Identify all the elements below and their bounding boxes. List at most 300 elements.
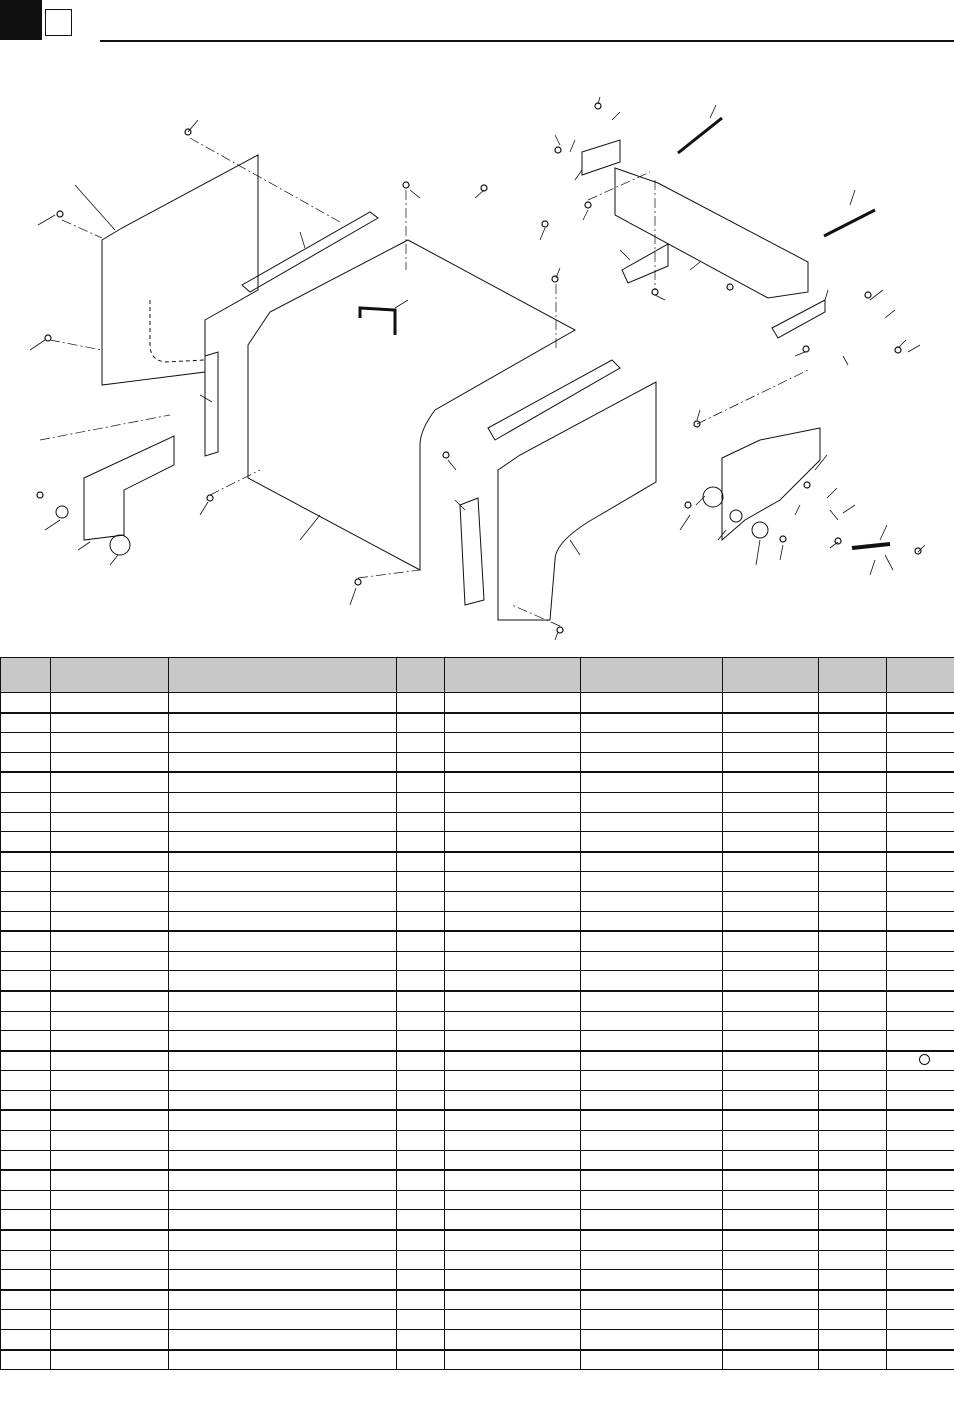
table-cell [887, 772, 954, 792]
table-cell [723, 1250, 819, 1270]
table-cell [397, 1290, 445, 1310]
table-cell [887, 1011, 954, 1031]
table-cell [723, 1210, 819, 1230]
table-cell [819, 951, 887, 971]
table-row [1, 872, 954, 892]
table-cell [723, 1051, 819, 1071]
table-cell [887, 1131, 954, 1151]
table-cell [445, 1250, 581, 1270]
table-cell [445, 733, 581, 753]
table-cell [445, 812, 581, 832]
column-header [169, 658, 397, 693]
table-cell [819, 1011, 887, 1031]
table-cell [819, 971, 887, 991]
table-cell [581, 1190, 723, 1210]
table-cell [397, 1210, 445, 1230]
table-cell [723, 1230, 819, 1250]
table-cell [1, 752, 51, 772]
table-cell [819, 772, 887, 792]
circle-mark-icon [919, 1054, 930, 1065]
table-cell [169, 1051, 397, 1071]
table-cell [445, 971, 581, 991]
table-cell [445, 693, 581, 713]
table-cell [397, 792, 445, 812]
table-cell [723, 713, 819, 733]
table-cell [445, 1210, 581, 1230]
right-pin [852, 544, 890, 548]
table-cell [887, 812, 954, 832]
table-cell [581, 713, 723, 733]
top-right-rod-2 [824, 210, 875, 236]
table-row [1, 1051, 954, 1071]
table-cell [887, 872, 954, 892]
table-cell [1, 792, 51, 812]
table-cell [169, 752, 397, 772]
table-cell [51, 733, 169, 753]
table-cell [397, 931, 445, 951]
table-cell [169, 951, 397, 971]
table-cell [887, 1150, 954, 1170]
right-angle-rail [488, 360, 620, 440]
table-cell [397, 713, 445, 733]
table-cell [1, 1110, 51, 1130]
table-cell [819, 1290, 887, 1310]
table-cell [397, 1031, 445, 1051]
table-cell [819, 911, 887, 931]
table-cell [1, 931, 51, 951]
table-cell [1, 1350, 51, 1370]
table-cell [169, 1290, 397, 1310]
table-cell [169, 1230, 397, 1250]
table-cell [169, 1350, 397, 1370]
table-cell [397, 1170, 445, 1190]
table-cell [723, 1071, 819, 1091]
table-cell [51, 1071, 169, 1091]
table-cell [397, 1330, 445, 1350]
table-cell [581, 951, 723, 971]
table-cell [887, 752, 954, 772]
table-cell [51, 971, 169, 991]
table-cell [819, 752, 887, 772]
table-cell [1, 1270, 51, 1290]
table-cell [169, 1190, 397, 1210]
table-cell [723, 931, 819, 951]
screws [37, 103, 921, 633]
table-row [1, 1071, 954, 1091]
table-cell [169, 772, 397, 792]
table-cell [581, 1051, 723, 1071]
table-cell [445, 911, 581, 931]
table-cell [819, 1210, 887, 1230]
top-center-rail [242, 212, 378, 292]
table-cell [51, 1250, 169, 1270]
table-row [1, 931, 954, 951]
front-vertical-strip [460, 498, 484, 605]
table-cell [581, 1350, 723, 1370]
table-cell [819, 1051, 887, 1071]
table-cell [819, 812, 887, 832]
table-cell [887, 1031, 954, 1051]
table-cell [581, 1270, 723, 1290]
table-cell [887, 1350, 954, 1370]
table-cell [819, 792, 887, 812]
table-cell [819, 693, 887, 713]
table-cell [723, 693, 819, 713]
table-cell [51, 1011, 169, 1031]
table-cell [169, 713, 397, 733]
table-cell [397, 1110, 445, 1130]
table-cell [581, 971, 723, 991]
table-cell [445, 1190, 581, 1210]
table-cell [51, 812, 169, 832]
table-cell [397, 693, 445, 713]
table-cell [819, 931, 887, 951]
table-cell [445, 1051, 581, 1071]
table-cell [819, 733, 887, 753]
table-cell [397, 1270, 445, 1290]
table-cell [169, 832, 397, 852]
table-cell [887, 911, 954, 931]
table-cell [819, 1310, 887, 1330]
table-cell [397, 832, 445, 852]
table-cell [723, 911, 819, 931]
table-cell [723, 752, 819, 772]
parts-table [0, 657, 954, 1370]
left-lower-bracket [84, 436, 174, 540]
table-header-row [1, 658, 954, 693]
table-cell [445, 852, 581, 872]
small-bracket-top [582, 140, 620, 175]
table-cell [581, 911, 723, 931]
table-cell [581, 832, 723, 852]
table-cell [819, 1110, 887, 1130]
table-cell [397, 1350, 445, 1370]
table-cell [887, 1190, 954, 1210]
table-cell [1, 1051, 51, 1071]
table-cell [581, 931, 723, 951]
table-cell [445, 772, 581, 792]
table-cell [819, 1090, 887, 1110]
table-cell [1, 1031, 51, 1051]
table-cell [581, 872, 723, 892]
table-cell [51, 1110, 169, 1130]
table-cell [169, 1131, 397, 1151]
table-cell [887, 1250, 954, 1270]
table-cell [1, 1330, 51, 1350]
table-cell [445, 1031, 581, 1051]
table-row [1, 1031, 954, 1051]
table-cell [51, 951, 169, 971]
table-cell [581, 1310, 723, 1330]
table-cell [723, 1090, 819, 1110]
table-cell [51, 931, 169, 951]
right-foot-pad [703, 487, 723, 507]
table-cell [445, 1170, 581, 1190]
table-cell [723, 1011, 819, 1031]
table-cell [723, 951, 819, 971]
table-cell [51, 1210, 169, 1230]
table-cell [445, 752, 581, 772]
table-cell [445, 1330, 581, 1350]
table-cell [169, 1031, 397, 1051]
table-cell [723, 1131, 819, 1151]
table-cell [445, 713, 581, 733]
main-cover [248, 240, 575, 570]
table-cell [445, 1150, 581, 1170]
table-cell [51, 991, 169, 1011]
table-cell [51, 1090, 169, 1110]
table-cell [169, 1250, 397, 1270]
table-cell [819, 832, 887, 852]
table-cell [887, 1310, 954, 1330]
table-cell [1, 1170, 51, 1190]
table-cell [581, 1250, 723, 1270]
table-cell [887, 693, 954, 713]
table-cell [51, 1270, 169, 1290]
table-row [1, 1350, 954, 1370]
table-cell [169, 1150, 397, 1170]
table-row [1, 971, 954, 991]
table-cell [397, 752, 445, 772]
left-vertical-strip [205, 352, 218, 456]
table-cell [1, 1011, 51, 1031]
table-cell [51, 832, 169, 852]
left-side-panel [102, 155, 258, 385]
table-cell [581, 891, 723, 911]
table-cell [51, 1330, 169, 1350]
table-cell [169, 733, 397, 753]
table-row [1, 991, 954, 1011]
table-cell [169, 1110, 397, 1130]
table-row [1, 1110, 954, 1130]
table-cell [581, 1031, 723, 1051]
table-row [1, 1011, 954, 1031]
table-cell [1, 991, 51, 1011]
left-foot-pad [110, 535, 130, 555]
table-cell [169, 1071, 397, 1091]
table-cell [397, 733, 445, 753]
table-cell [397, 951, 445, 971]
table-cell [723, 891, 819, 911]
table-cell [1, 1210, 51, 1230]
table-cell [1, 911, 51, 931]
table-cell [887, 971, 954, 991]
column-header [1, 658, 51, 693]
table-cell [723, 1330, 819, 1350]
table-cell [445, 891, 581, 911]
table-cell [169, 991, 397, 1011]
table-row [1, 891, 954, 911]
table-cell [445, 872, 581, 892]
table-cell [723, 1110, 819, 1130]
table-cell [887, 713, 954, 733]
table-cell [1, 1310, 51, 1330]
column-header [887, 658, 954, 693]
table-cell [397, 1150, 445, 1170]
table-cell [51, 1310, 169, 1330]
top-right-rod-1 [678, 118, 722, 153]
table-cell [723, 1290, 819, 1310]
table-cell [397, 872, 445, 892]
table-cell [887, 792, 954, 812]
table-row [1, 911, 954, 931]
table-cell [169, 1210, 397, 1230]
table-cell [169, 1310, 397, 1330]
table-cell [581, 1210, 723, 1230]
table-row [1, 792, 954, 812]
table-cell [1, 1071, 51, 1091]
table-row [1, 852, 954, 872]
table-cell [1, 1131, 51, 1151]
table-cell [819, 1350, 887, 1370]
table-cell [581, 852, 723, 872]
table-row [1, 1190, 954, 1210]
exploded-parts-diagram [0, 60, 954, 650]
top-right-frame [615, 168, 808, 298]
column-header [819, 658, 887, 693]
table-cell [581, 1071, 723, 1091]
table-cell [819, 1150, 887, 1170]
table-cell [1, 1230, 51, 1250]
header-rule [100, 40, 954, 42]
table-cell [819, 713, 887, 733]
table-cell [887, 951, 954, 971]
table-cell [723, 1150, 819, 1170]
table-cell [169, 1011, 397, 1031]
table-cell [445, 1011, 581, 1031]
right-bushing [730, 510, 742, 522]
table-cell [887, 1210, 954, 1230]
table-cell [723, 733, 819, 753]
small-bracket-left [622, 244, 668, 283]
table-cell [723, 792, 819, 812]
table-cell [1, 733, 51, 753]
table-cell [169, 931, 397, 951]
table-cell [397, 1071, 445, 1091]
table-cell [445, 832, 581, 852]
table-cell [887, 1230, 954, 1250]
table-cell [819, 872, 887, 892]
table-cell [581, 733, 723, 753]
table-cell [1, 891, 51, 911]
table-cell [723, 991, 819, 1011]
table-cell [51, 792, 169, 812]
table-cell [1, 693, 51, 713]
table-cell [51, 1031, 169, 1051]
table-cell [51, 1131, 169, 1151]
cover-handle [360, 308, 395, 335]
table-cell [169, 1090, 397, 1110]
table-row [1, 733, 954, 753]
table-row [1, 752, 954, 772]
table-cell [819, 1170, 887, 1190]
left-bushing [56, 506, 68, 518]
table-cell [51, 752, 169, 772]
column-header [51, 658, 169, 693]
table-row [1, 1131, 954, 1151]
table-cell [397, 1310, 445, 1330]
table-cell [581, 1131, 723, 1151]
table-cell [1, 832, 51, 852]
table-cell [887, 852, 954, 872]
table-cell [397, 772, 445, 792]
table-row [1, 1230, 954, 1250]
table-cell [397, 1051, 445, 1071]
table-cell [445, 1131, 581, 1151]
table-cell [581, 1230, 723, 1250]
table-row [1, 812, 954, 832]
table-cell [1, 1090, 51, 1110]
table-cell [397, 1131, 445, 1151]
table-row [1, 1310, 954, 1330]
table-row [1, 951, 954, 971]
table-cell [169, 693, 397, 713]
table-cell [723, 772, 819, 792]
table-cell [51, 1170, 169, 1190]
table-cell [51, 1290, 169, 1310]
table-cell [445, 1110, 581, 1130]
table-cell [169, 911, 397, 931]
table-cell [397, 812, 445, 832]
table-cell [1, 812, 51, 832]
table-cell [397, 852, 445, 872]
table-cell [887, 1090, 954, 1110]
table-cell [723, 1170, 819, 1190]
table-cell [397, 971, 445, 991]
table-cell [445, 1090, 581, 1110]
table-cell [819, 1330, 887, 1350]
table-cell [581, 1290, 723, 1310]
table-body [1, 693, 954, 1370]
column-header [445, 658, 581, 693]
table-cell [1, 772, 51, 792]
table-cell [445, 991, 581, 1011]
table-cell [397, 891, 445, 911]
table-cell [723, 1031, 819, 1051]
table-cell [819, 1190, 887, 1210]
table-cell [397, 1250, 445, 1270]
table-cell [397, 1011, 445, 1031]
table-cell [1, 713, 51, 733]
table-cell [723, 832, 819, 852]
table-cell [51, 852, 169, 872]
table-cell [819, 1031, 887, 1051]
table-row [1, 1250, 954, 1270]
table-cell [581, 991, 723, 1011]
table-cell [887, 1290, 954, 1310]
table-row [1, 1210, 954, 1230]
table-cell [169, 1330, 397, 1350]
table-cell [397, 911, 445, 931]
table-row [1, 1170, 954, 1190]
table-cell [1, 1190, 51, 1210]
table-cell [581, 1150, 723, 1170]
table-cell [581, 812, 723, 832]
table-cell [51, 1150, 169, 1170]
table-cell [723, 1350, 819, 1370]
table-cell [723, 1270, 819, 1290]
table-cell [581, 752, 723, 772]
table-cell [1, 1150, 51, 1170]
table-cell [169, 792, 397, 812]
table-cell [51, 1190, 169, 1210]
table-cell [51, 1051, 169, 1071]
table-cell [723, 1310, 819, 1330]
table-cell [445, 1290, 581, 1310]
table-cell [819, 1250, 887, 1270]
table-cell [1, 1290, 51, 1310]
table-row [1, 1150, 954, 1170]
